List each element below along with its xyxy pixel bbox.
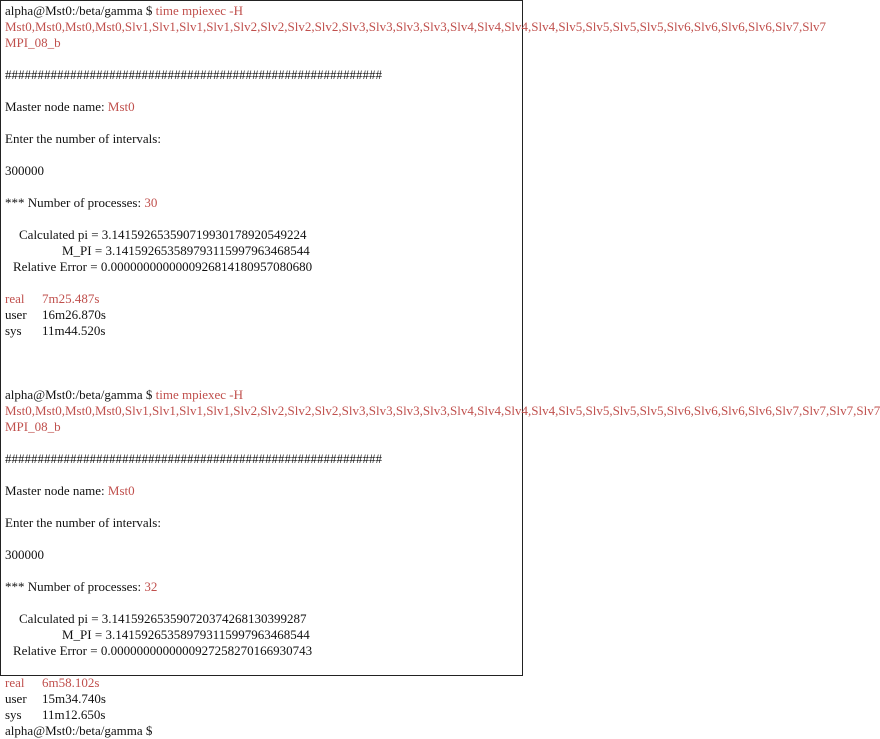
time-real-line (5, 675, 518, 691)
m-pi-label: M_PI = (62, 627, 103, 642)
master-node-line (5, 99, 518, 115)
m-pi-value: 3.14159265358979311599796346854​4 (105, 243, 310, 258)
time-sys-value: 11m44.520s (42, 323, 106, 338)
final-shell-prompt: alpha@Mst0:/beta/gamma $ (5, 723, 153, 738)
intervals-value: 300000 (5, 547, 44, 562)
calculated-pi-value: 3.14159265359071993017892054922​4 (101, 227, 307, 242)
time-real-line (5, 291, 518, 307)
processes-line (5, 195, 518, 211)
m-pi-label: M_PI = (62, 243, 103, 258)
calculated-pi-label: Calculated pi = (19, 611, 99, 626)
processes-value: 30 (144, 195, 158, 210)
intervals-prompt: Enter the number of intervals: (5, 515, 161, 530)
run-block-2 (5, 387, 880, 723)
time-user-value: 15m34.740s (42, 691, 106, 706)
shell-prompt: alpha@Mst0:/beta/gamma $ (5, 3, 153, 18)
intervals-prompt: Enter the number of intervals: (5, 131, 161, 146)
shell-prompt: alpha@Mst0:/beta/gamma $ (5, 387, 153, 402)
run-block-1 (5, 3, 827, 339)
time-real-value: 7m25.487s (42, 291, 100, 306)
calculated-pi-value: 3.14159265359072037426813039928​7 (101, 611, 307, 626)
time-sys-value: 11m12.650s (42, 707, 106, 722)
m-pi-line (5, 243, 518, 259)
separator-line: ########################################################## (5, 451, 382, 466)
master-node-line (5, 483, 518, 499)
time-user-label: user (5, 691, 27, 706)
relative-error-value: 0.000000000000092681418095708068​0 (100, 259, 313, 274)
time-user-value: 16m26.870s (42, 307, 106, 322)
time-user-line (5, 691, 518, 707)
terminal-output (5, 3, 880, 738)
separator-line: ########################################################## (5, 67, 382, 82)
command-line (5, 3, 827, 51)
master-node-label: Master node name: (5, 99, 105, 114)
master-node-label: Master node name: (5, 483, 105, 498)
time-real-label: real (5, 291, 25, 306)
calculated-pi-line (5, 227, 518, 243)
command-text: time mpiexec -H Mst0,Mst0,Mst0,Mst0,Slv1,Slv1,Slv1,Slv1,Slv2,Slv2,Slv2,Slv2,Slv3,Slv3,Slv3,Slv3,Slv4,Slv4,Slv4,Slv4,Slv5,Slv5,Slv5,Slv5,Slv6,Slv6,Slv6,Slv6,Slv7,Slv7 MPI_08_b (5, 3, 827, 50)
master-node-value: Mst0 (107, 99, 135, 114)
processes-label: *** Number of processes: (5, 195, 142, 210)
time-sys-label: sys (5, 707, 22, 722)
time-real-value: 6m58.102s (42, 675, 100, 690)
processes-line (5, 579, 518, 595)
time-user-label: user (5, 307, 27, 322)
m-pi-line (5, 627, 518, 643)
command-line (5, 387, 880, 435)
time-sys-label: sys (5, 323, 22, 338)
time-sys-line (5, 707, 518, 723)
processes-value: 32 (144, 579, 158, 594)
command-text: time mpiexec -H Mst0,Mst0,Mst0,Mst0,Slv1,Slv1,Slv1,Slv1,Slv2,Slv2,Slv2,Slv2,Slv3,Slv3,Slv3,Slv3,Slv4,Slv4,Slv4,Slv4,Slv5,Slv5,Slv5,Slv5,Slv6,Slv6,Slv6,Slv6,Slv7,Slv7,Slv7,Slv7 MPI_08_b (5, 387, 880, 434)
time-sys-line (5, 323, 518, 339)
relative-error-label: Relative Error = (13, 259, 98, 274)
relative-error-line (5, 259, 518, 275)
master-node-value: Mst0 (107, 483, 135, 498)
calculated-pi-line (5, 611, 518, 627)
intervals-value: 300000 (5, 163, 44, 178)
relative-error-value: 0.000000000000092725827016693074​3 (100, 643, 313, 658)
processes-label: *** Number of processes: (5, 579, 142, 594)
time-real-label: real (5, 675, 25, 690)
m-pi-value: 3.14159265358979311599796346854​4 (105, 627, 310, 642)
time-user-line (5, 307, 518, 323)
calculated-pi-label: Calculated pi = (19, 227, 99, 242)
relative-error-label: Relative Error = (13, 643, 98, 658)
relative-error-line (5, 643, 518, 659)
